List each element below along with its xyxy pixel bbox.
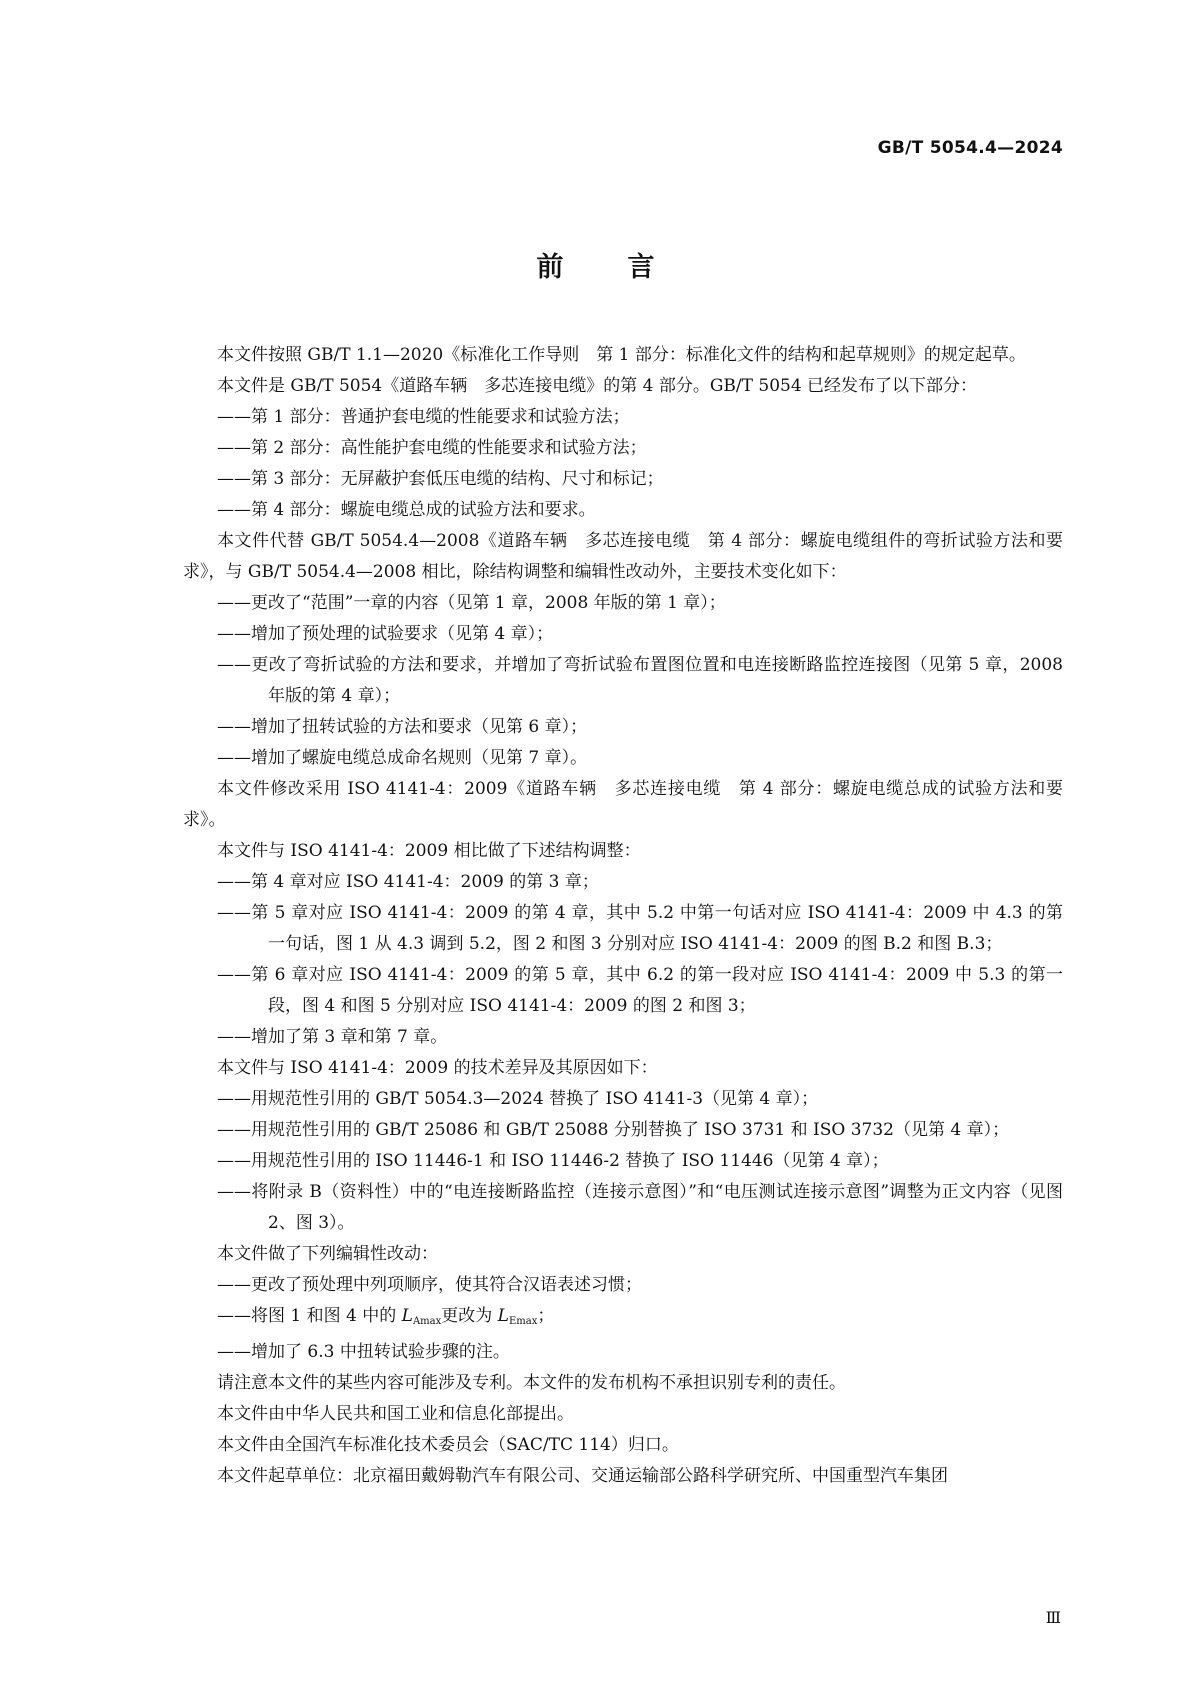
list-item: ——增加了 6.3 中扭转试验步骤的注。	[217, 1342, 510, 1362]
page-number: Ⅲ	[1045, 1608, 1061, 1627]
list-item: ——增加了螺旋电缆总成命名规则（见第 7 章）。	[217, 748, 588, 768]
title-char-2: 言	[627, 252, 655, 283]
paragraph: 本文件与 ISO 4141-4：2009 相比做了下述结构调整：	[217, 841, 641, 861]
list-item: ——增加了预处理的试验要求（见第 4 章）；	[217, 624, 554, 644]
list-item: ——更改了弯折试验的方法和要求，并增加了弯折试验布置图位置和电连接断路监控连接图（见第 5 章，2008 年版的第 4 章）；	[217, 655, 1063, 706]
paragraph: 本文件是 GB/T 5054《道路车辆 多芯连接电缆》的第 4 部分。GB/T 5054 已经发布了以下部分：	[217, 376, 978, 396]
list-item: ——第 2 部分：高性能护套电缆的性能要求和试验方法；	[217, 438, 647, 458]
list-item-fragment-pre: ——将图 1 和图 4 中的	[217, 1306, 402, 1326]
list-item: ——第 5 章对应 ISO 4141-4：2009 的第 4 章，其中 5.2 中第一句话对应 ISO 4141-4：2009 中 4.3 的第一句话，图 1 从 4.3 调到 5.2，图 2 和图 3 分别对应 ISO 4141-4：2009 的图 B.2 和图 B.3；	[217, 903, 1063, 954]
list-item: ——第 1 部分：普通护套电缆的性能要求和试验方法；	[217, 407, 630, 427]
list-item	[183, 1301, 1063, 1337]
paragraph: 本文件代替 GB/T 5054.4—2008《道路车辆 多芯连接电缆 第 4 部分：螺旋电缆组件的弯折试验方法和要求》，与 GB/T 5054.4—2008 相比，除结构调整和编辑性改动外，主要技术变化如下：	[183, 531, 1063, 582]
paragraph: 本文件做了下列编辑性改动：	[217, 1244, 438, 1264]
list-item-fragment-sub2: Emax	[508, 1316, 538, 1327]
list-item-fragment-mid: 更改为	[441, 1306, 498, 1326]
list-item: ——第 4 部分：螺旋电缆总成的试验方法和要求。	[217, 500, 596, 520]
list-item: ——用规范性引用的 ISO 11446-1 和 ISO 11446-2 替换了 ISO 11446（见第 4 章）；	[217, 1151, 889, 1171]
paragraph: 本文件由中华人民共和国工业和信息化部提出。	[217, 1404, 574, 1424]
list-item: ——第 6 章对应 ISO 4141-4：2009 的第 5 章，其中 6.2 的第一段对应 ISO 4141-4：2009 中 5.3 的第一段，图 4 和图 5 分别对应 ISO 4141-4：2009 的图 2 和图 3；	[217, 965, 1063, 1016]
page-title	[0, 245, 1191, 284]
list-item-fragment-sub1: Amax	[412, 1316, 442, 1327]
list-item: ——更改了“范围”一章的内容（见第 1 章，2008 年版的第 1 章）；	[217, 593, 726, 613]
paragraph: 本文件按照 GB/T 1.1—2020《标准化工作导则 第 1 部分：标准化文件的结构和起草规则》的规定起草。	[217, 345, 1026, 365]
paragraph: 本文件由全国汽车标准化技术委员会（SAC/TC 114）归口。	[217, 1435, 679, 1455]
list-item: ——增加了扭转试验的方法和要求（见第 6 章）；	[217, 717, 588, 737]
list-item: ——用规范性引用的 GB/T 5054.3—2024 替换了 ISO 4141-3（见第 4 章）；	[217, 1089, 819, 1109]
list-item: ——第 3 部分：无屏蔽护套低压电缆的结构、尺寸和标记；	[217, 469, 664, 489]
paragraph: 本文件与 ISO 4141-4：2009 的技术差异及其原因如下：	[217, 1058, 658, 1078]
title-char-1: 前	[536, 252, 564, 283]
list-item-fragment-var2: L	[497, 1306, 509, 1326]
paragraph: 本文件修改采用 ISO 4141-4：2009《道路车辆 多芯连接电缆 第 4 部分：螺旋电缆总成的试验方法和要求》。	[183, 779, 1063, 830]
list-item: ——第 4 章对应 ISO 4141-4：2009 的第 3 章；	[217, 872, 599, 892]
list-item: ——增加了第 3 章和第 7 章。	[217, 1027, 448, 1047]
list-item-fragment-var1: L	[401, 1306, 413, 1326]
paragraph: 本文件起草单位：北京福田戴姆勒汽车有限公司、交通运输部公路科学研究所、中国重型汽车集团	[217, 1466, 948, 1486]
list-item: ——更改了预处理中列项顺序，使其符合汉语表述习惯；	[217, 1275, 642, 1295]
list-item: ——用规范性引用的 GB/T 25086 和 GB/T 25088 分别替换了 ISO 3731 和 ISO 3732（见第 4 章）；	[217, 1120, 1010, 1140]
foreword-body	[183, 340, 1063, 1492]
list-item-fragment-post: ；	[537, 1306, 555, 1326]
list-item: ——将附录 B（资料性）中的“电连接断路监控（连接示意图）”和“电压测试连接示意图”调整为正文内容（见图 2、图 3）。	[217, 1182, 1063, 1233]
paragraph: 请注意本文件的某些内容可能涉及专利。本文件的发布机构不承担识别专利的责任。	[217, 1373, 846, 1393]
standard-code: GB/T 5054.4—2024	[877, 138, 1063, 158]
